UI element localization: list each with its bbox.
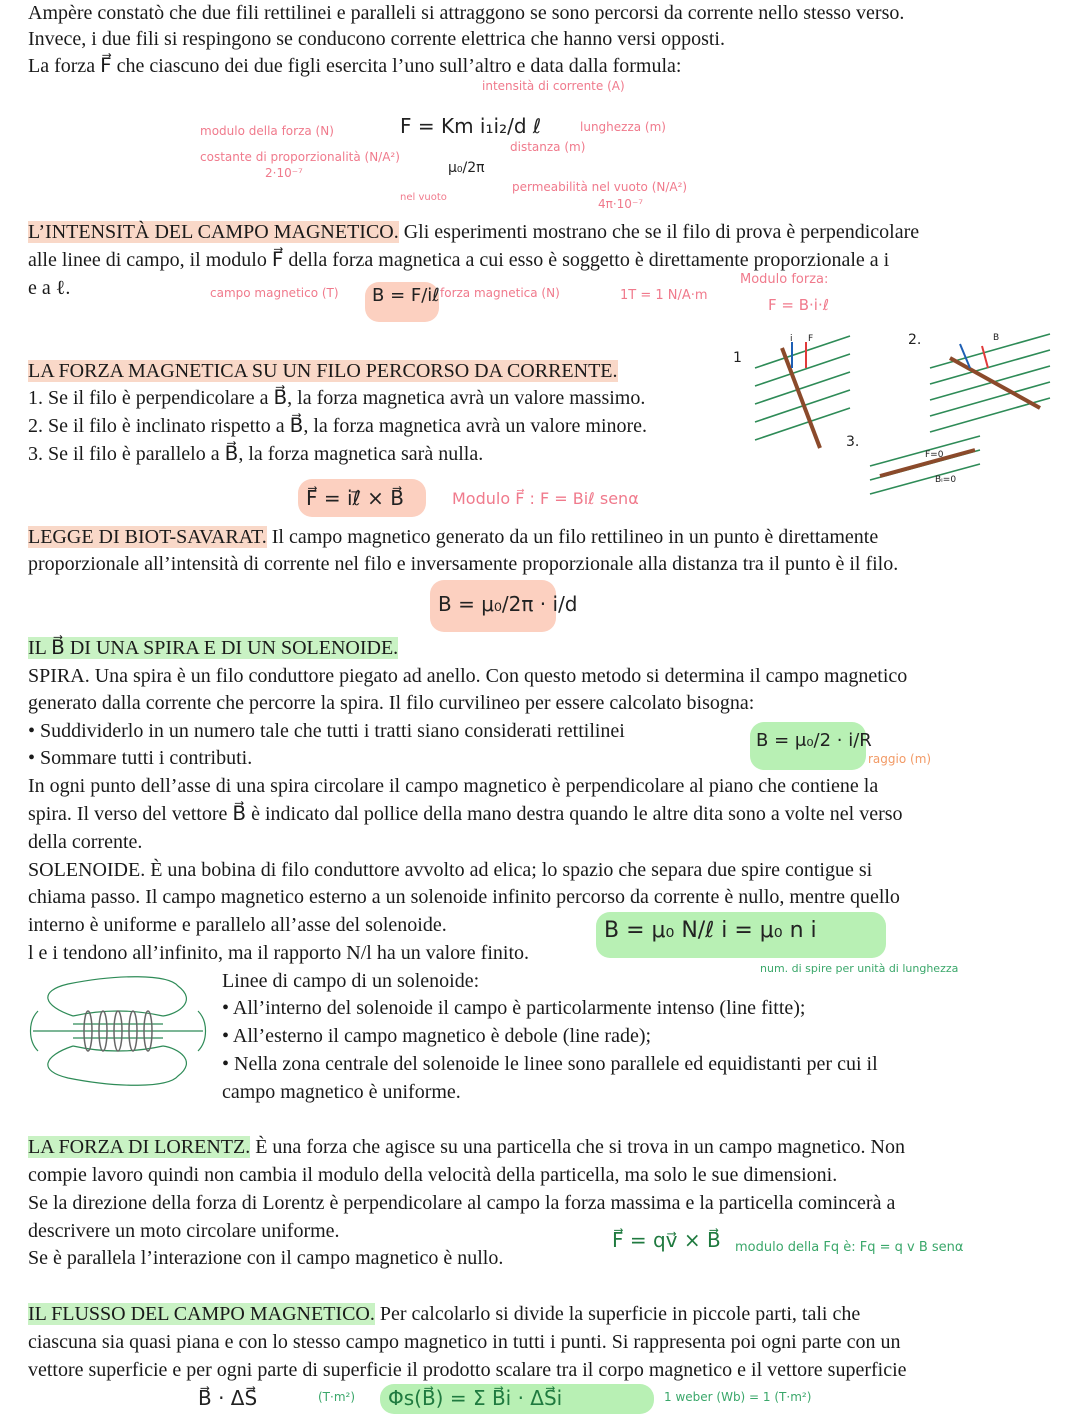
intensita-line-3: e a ℓ. (28, 277, 71, 299)
ampere-line-3: La forza F⃗ che ciascuno dei due figli esercita l’uno sull’altro e data dalla formula: (28, 55, 682, 77)
solenoide-line-4: l e i tendono all’infinito, ma il rapporto N/l ha un valore finito. (28, 942, 529, 964)
fig-label-B: B (993, 333, 1000, 343)
forza-filo-item-3: 3. Se il filo è parallelo a B⃗, la forza magnetica sarà nulla. (28, 443, 484, 465)
wire-field-diagrams (720, 328, 1070, 498)
spira-heading-line (28, 635, 398, 662)
solenoide-line-1: SOLENOIDE. È una bobina di filo conduttore avvolto ad elica; lo spazio che separa due spire contigue si (28, 859, 873, 881)
note-perm-val: 4π·10⁻⁷ (598, 197, 644, 211)
note-distanza: distanza (m) (510, 140, 586, 154)
note-lunghezza: lunghezza (m) (580, 120, 666, 134)
solenoide-formula: B = μ₀ N/ℓ i = μ₀ n i (604, 918, 817, 943)
modulo-F-note: Modulo F⃗ : F = Biℓ senα (452, 489, 639, 508)
note-costante-val: 2·10⁻⁷ (265, 166, 303, 180)
note-tesla: 1T = 1 N/A·m (620, 288, 708, 303)
note-intensita-corrente: intensità di corrente (A) (482, 79, 625, 93)
flusso-heading: IL FLUSSO DEL CAMPO MAGNETICO. (28, 1303, 375, 1325)
ampere-line-2: Invece, i due fili si respingono se conducono corrente elettrica che hanno versi opposti. (28, 28, 725, 50)
flusso-line-2: ciascuna sia quasi piana e con lo stesso campo magnetico in tutti i punti. Si rappresenta poi ogni parte con un (28, 1331, 901, 1353)
solenoide-line-2: chiama passo. Il campo magnetico esterno a un solenoide infinito percorso da corrente è nullo, mentre quello (28, 886, 900, 908)
intensita-line-2: alle linee di campo, il modulo F⃗ della forza magnetica a cui esso è soggetto è direttamente proporzionale a i (28, 249, 890, 271)
wire-fig-1 (782, 348, 820, 448)
flusso-left-formula: B⃗ · ΔS⃗ (198, 1386, 258, 1410)
ampere-formula: F = Km i₁i₂/d ℓ (400, 114, 542, 138)
note-campo-magnetico: campo magnetico (T) (210, 286, 339, 300)
note-nel-vuoto: nel vuoto (400, 192, 447, 203)
B-formula: B = F/iℓ (372, 285, 440, 306)
note-num-spire: num. di spire per unità di lunghezza (760, 962, 959, 975)
spira-line-6: spira. Il verso del vettore B⃗ è indicato dal pollice della mano destra quando le altre dita sono a volte nel verso (28, 803, 903, 825)
note-costante: costante di proporzionalità (N/A²) (200, 150, 400, 164)
lorentz-line-1 (28, 1134, 905, 1161)
lorentz-line-5: Se è parallela l’interazione con il campo magnetico è nullo. (28, 1247, 504, 1269)
weber-note: 1 weber (Wb) = 1 (T·m²) (664, 1390, 812, 1404)
spira-line-4: • Sommare tutti i contributi. (28, 747, 253, 769)
lorentz-heading: LA FORZA DI LORENTZ. (28, 1136, 251, 1158)
flusso-line-1 (28, 1301, 860, 1328)
intensita-line-1 (28, 219, 919, 246)
biot-line-2: proporzionale all’intensità di corrente nel filo e inversamente proporzionale alla distanza tra il punto è il filo. (28, 553, 899, 575)
ampere-line-1: Ampère constatò che due fili rettilinei e paralleli si attraggono se sono percorsi da corrente nello stesso verso. (28, 2, 905, 24)
linee-item-2: • All’esterno il campo magnetico è debole (line rade); (222, 1025, 652, 1047)
forza-filo-heading-line (28, 358, 618, 385)
flusso-unit: (T·m²) (318, 1390, 356, 1404)
vector-force-formula: F⃗ = iℓ⃗ × B⃗ (306, 486, 404, 510)
note-modulo-forza-label: Modulo forza: (740, 272, 829, 287)
forza-filo-item-2: 2. Se il filo è inclinato rispetto a B⃗, la forza magnetica avrà un valore minore. (28, 415, 648, 437)
linee-title: Linee di campo di un solenoide: (222, 970, 480, 992)
spira-line-5: In ogni punto dell’asse di una spira circolare il campo magnetico è perpendicolare al piano che contiene la (28, 775, 879, 797)
lorentz-line-2: compie lavoro quindi non cambia il modulo della velocità della particella, ma solo le sue dimensioni. (28, 1164, 838, 1186)
note-forza-magnetica: forza magnetica (N) (440, 286, 560, 300)
solenoid-field-diagram (28, 976, 208, 1086)
biot-formula: B = μ₀/2π · i/d (438, 592, 578, 616)
flusso-formula: Φs(B⃗) = Σ B⃗i · ΔS⃗i (388, 1386, 563, 1410)
linee-item-1: • All’interno del solenoide il campo è particolarmente intenso (line fitte); (222, 997, 806, 1019)
note-raggio: raggio (m) (868, 752, 932, 766)
spira-heading: IL B⃗ DI UNA SPIRA E DI UN SOLENOIDE. (28, 637, 399, 659)
linee-item-4: campo magnetico è uniforme. (222, 1081, 461, 1103)
fig-label-F0: F=0 (925, 450, 944, 460)
linee-item-3: • Nella zona centrale del solenoide le linee sono parallele ed equidistanti per cui il (222, 1053, 878, 1075)
intensita-heading: L’INTENSITÀ DEL CAMPO MAGNETICO. (28, 221, 399, 243)
fig-label-2: 2. (908, 332, 922, 348)
lorentz-modulo-note: modulo della Fq è: Fq = q v B senα (735, 1240, 964, 1255)
lorentz-formula: F⃗ = qv⃗ × B⃗ (612, 1228, 721, 1252)
fig-label-i: i (790, 334, 793, 344)
biot-line-1-rest: Il campo magnetico generato da un filo rettilineo in un punto è direttamente (266, 526, 879, 548)
spira-formula: B = μ₀/2 · i/R (756, 730, 872, 751)
forza-filo-heading: LA FORZA MAGNETICA SU UN FILO PERCORSO DA CORRENTE. (28, 360, 618, 382)
fig-label-1: 1 (733, 350, 742, 366)
spira-line-7: della corrente. (28, 831, 143, 853)
spira-line-3: • Suddividerlo in un numero tale che tutti i tratti siano considerati rettilinei (28, 720, 625, 742)
forza-filo-item-1: 1. Se il filo è perpendicolare a B⃗, la forza magnetica avrà un valore massimo. (28, 387, 646, 409)
note-permeabilita: permeabilità nel vuoto (N/A²) (512, 180, 688, 194)
fig-label-F: F (808, 334, 814, 344)
flusso-line-1-rest: Per calcolarlo si divide la superficie in piccole parti, tali che (374, 1303, 861, 1325)
note-modulo-forza: modulo della forza (N) (200, 124, 334, 138)
lorentz-line-3: Se la direzione della forza di Lorentz è perpendicolare al campo la forza massima e la particella comincerà a (28, 1192, 896, 1214)
spira-line-1: SPIRA. Una spira è un filo conduttore piegato ad anello. Con questo metodo si determina il campo magnetico (28, 665, 908, 687)
solenoide-line-3: interno è uniforme e parallelo all’asse del solenoide. (28, 914, 447, 936)
fig-label-B0: Bᵢ=0 (935, 475, 957, 485)
lorentz-line-4: descrivere un moto circolare uniforme. (28, 1220, 340, 1242)
flusso-line-3: vettore superficie e per ogni parte di superficie il prodotto scalare tra il corpo magnetico e il vettore superficie (28, 1359, 907, 1381)
biot-heading: LEGGE DI BIOT-SAVARAT. (28, 526, 267, 548)
note-F-Bil: F = B·i·ℓ (768, 296, 829, 314)
intensita-line-1-rest: Gli esperimenti mostrano che se il filo di prova è perpendicolare (398, 221, 920, 243)
mu0-over-2pi: μ₀/2π (448, 160, 485, 176)
biot-line-1 (28, 524, 878, 551)
lorentz-line-1-rest: È una forza che agisce su una particella che si trova in un campo magnetico. Non (250, 1136, 905, 1158)
fig-label-3: 3. (846, 434, 860, 450)
spira-line-2: generato dalla corrente che percorre la spira. Il filo curvilineo per essere calcolato bisogna: (28, 692, 755, 714)
